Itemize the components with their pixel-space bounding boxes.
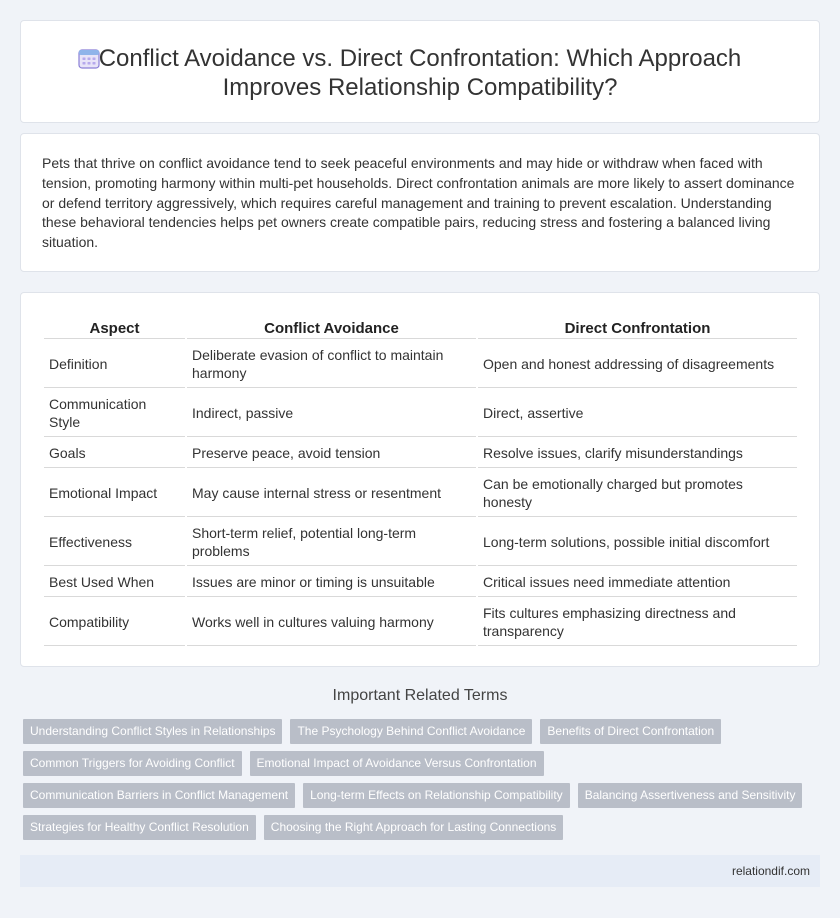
comparison-card	[20, 292, 820, 667]
aspect-cell: Best Used When	[44, 568, 185, 597]
table-row	[44, 439, 797, 468]
footer	[20, 855, 820, 887]
header-conflict-avoidance: Conflict Avoidance	[187, 318, 476, 339]
title-card	[20, 20, 820, 123]
avoidance-cell: Short-term relief, potential long-term problems	[187, 519, 476, 566]
header-direct-confrontation: Direct Confrontation	[478, 318, 797, 339]
aspect-cell: Communication Style	[44, 390, 185, 437]
avoidance-cell: May cause internal stress or resentment	[187, 470, 476, 517]
table-row	[44, 519, 797, 566]
confrontation-cell: Long-term solutions, possible initial discomfort	[478, 519, 797, 566]
table-row	[44, 470, 797, 517]
related-term-tag[interactable]: Long-term Effects on Relationship Compatibility	[303, 783, 570, 808]
aspect-cell: Compatibility	[44, 599, 185, 646]
related-term-tag[interactable]: Choosing the Right Approach for Lasting Connections	[264, 815, 564, 840]
confrontation-cell: Open and honest addressing of disagreements	[478, 341, 797, 388]
table-header-row	[44, 318, 797, 339]
confrontation-cell: Direct, assertive	[478, 390, 797, 437]
avoidance-cell: Indirect, passive	[187, 390, 476, 437]
page-title: Conflict Avoidance vs. Direct Confrontation: Which Approach Improves Relationship Compatibility?	[98, 45, 742, 101]
confrontation-cell: Can be emotionally charged but promotes honesty	[478, 470, 797, 517]
aspect-cell: Effectiveness	[44, 519, 185, 566]
tag-row	[23, 815, 823, 840]
aspect-cell: Definition	[44, 341, 185, 388]
tag-row	[23, 751, 823, 776]
table-row	[44, 599, 797, 646]
header-aspect: Aspect	[44, 318, 185, 339]
related-terms-heading: Important Related Terms	[332, 687, 508, 704]
intro-paragraph: Pets that thrive on conflict avoidance tend to seek peaceful environments and may hide or withdraw when faced with tension, promoting harmony within multi-pet households. Direct confrontation animals are more likely to assert dominance or defend territory aggressively, which requires careful management and training to prevent escalation. Understanding these behavioral tendencies helps pet owners create compatible pairs, reducing stress and fostering a balanced living situation.	[42, 155, 795, 251]
related-term-tag[interactable]: Communication Barriers in Conflict Management	[23, 783, 295, 808]
table-row	[44, 341, 797, 388]
avoidance-cell: Issues are minor or timing is unsuitable	[187, 568, 476, 597]
confrontation-cell: Fits cultures emphasizing directness and transparency	[478, 599, 797, 646]
tag-row	[23, 783, 823, 808]
footer-site-link[interactable]: relationdif.com	[731, 864, 810, 878]
related-term-tag[interactable]: Understanding Conflict Styles in Relationships	[23, 719, 282, 744]
related-term-tag[interactable]: Common Triggers for Avoiding Conflict	[23, 751, 242, 776]
related-terms-list	[23, 719, 823, 847]
confrontation-cell: Critical issues need immediate attention	[478, 568, 797, 597]
related-term-tag[interactable]: Balancing Assertiveness and Sensitivity	[578, 783, 803, 808]
tag-row	[23, 719, 823, 744]
intro-card	[20, 133, 820, 272]
related-term-tag[interactable]: Emotional Impact of Avoidance Versus Confrontation	[250, 751, 544, 776]
table-row	[44, 568, 797, 597]
avoidance-cell: Deliberate evasion of conflict to maintain harmony	[187, 341, 476, 388]
table-row	[44, 390, 797, 437]
aspect-cell: Goals	[44, 439, 185, 468]
avoidance-cell: Works well in cultures valuing harmony	[187, 599, 476, 646]
confrontation-cell: Resolve issues, clarify misunderstandings	[478, 439, 797, 468]
comparison-table	[42, 316, 799, 648]
related-term-tag[interactable]: Strategies for Healthy Conflict Resolution	[23, 815, 256, 840]
avoidance-cell: Preserve peace, avoid tension	[187, 439, 476, 468]
related-term-tag[interactable]: Benefits of Direct Confrontation	[540, 719, 721, 744]
related-term-tag[interactable]: The Psychology Behind Conflict Avoidance	[290, 719, 532, 744]
aspect-cell: Emotional Impact	[44, 470, 185, 517]
